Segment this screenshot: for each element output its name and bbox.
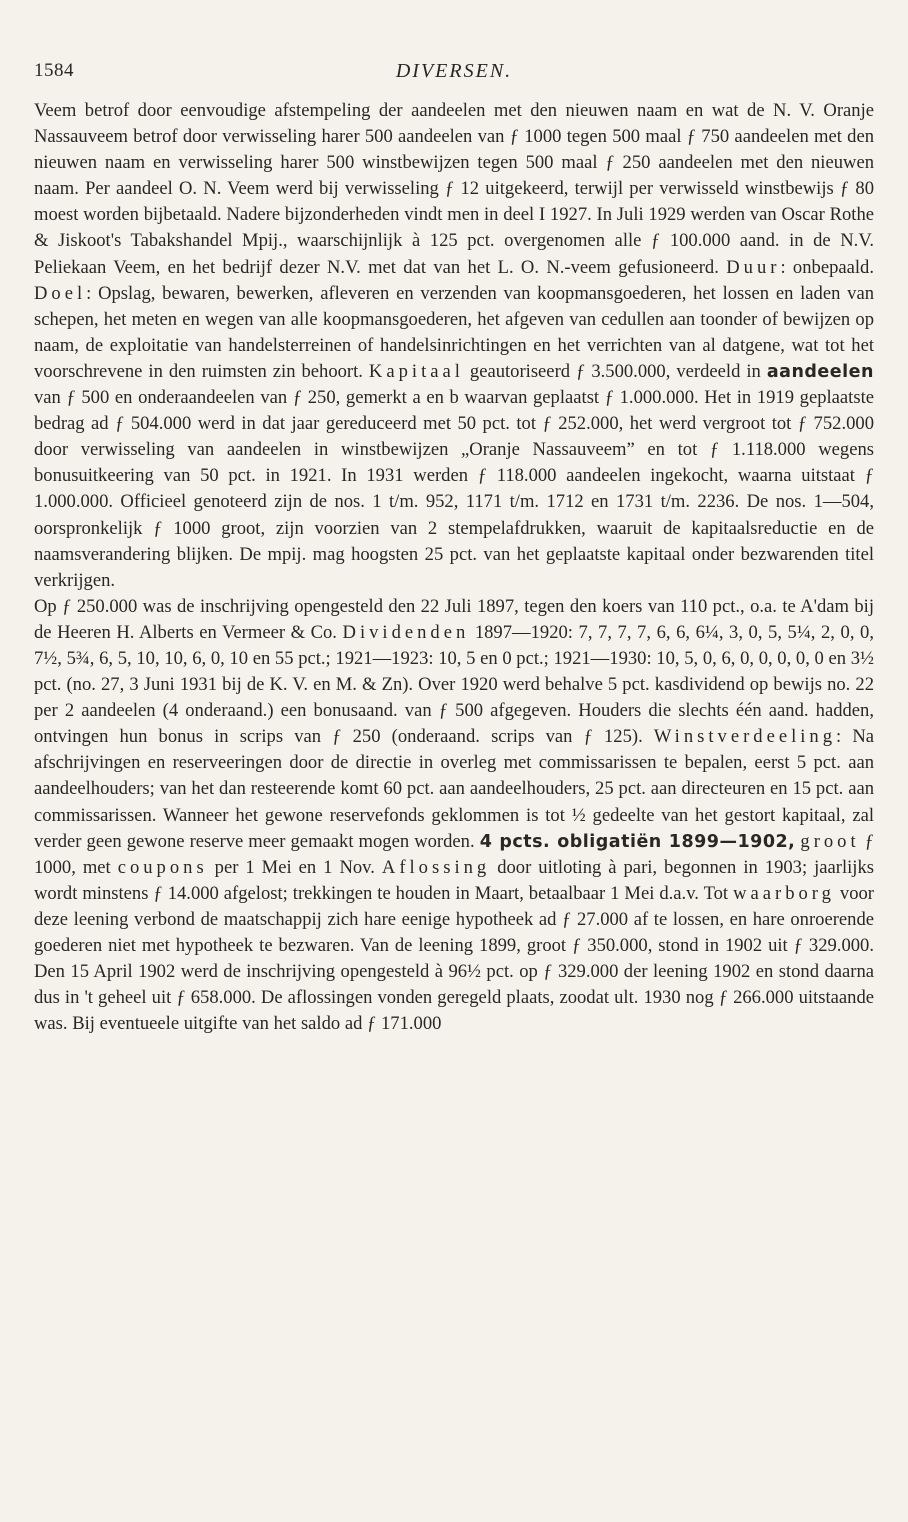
text-run: van ƒ 500 en onderaandeelen van ƒ 250, gemerkt a en b waarvan geplaatst ƒ 1.000.000. Het in 1919 geplaatste bedrag ad ƒ 504.000 werd in dat jaar gereduceerd met 50 pct. tot ƒ 252.000, het werd vergroot tot ƒ 752.000 door verwisseling van aandeelen in winstbewijzen „Oranje Nassauveem” en tot ƒ 1.118.000 wegens bonusuitkeering van 50 pct. in 1921. In 1931 werden ƒ 118.000 aandeelen ingekocht, waarna uitstaat ƒ 1.000.000. Officieel genoteerd zijn de nos. 1 t/m. 952, 1171 t/m. 1712 en 1731 t/m. 2236. De nos. 1—504, oorspronkelijk ƒ 1000 groot, zijn voorzien van 2 stempelafdrukken, waaruit de kapitaalsreductie en de naamsverandering blijken. De mpij. mag hoogsten 25 pct. van het geplaatste kapitaal onder bezwarenden titel verkrijgen. — [34, 387, 874, 591]
heading-obligatien: 4 pcts. obligatiën 1899—1902, — [479, 831, 796, 852]
section-label-aflossing: Aflossing — [381, 856, 491, 878]
section-label-waarborg: waarborg — [733, 882, 835, 904]
text-run: 1897—1920: 7, 7, 7, 7, 6, 6, 6¼, 3, 0, 5, 5¼, 2, 0, 0, 7½, 5¾, 6, 5, 10, 10, 6, 0, 10 en 55 pct.; 1921—1923: 10, 5 en 0 pct.; 1921—1930: 10, 5, 0, 6, 0, 0, 0, 0, 0 en 3½ pct. (no. 27, 3 Juni 1931 bij de K. V. en M. & Zn). Over 1920 werd behalve 5 pct. kasdividend op bewijs no. 22 per 2 aandeelen (4 onderaand.) een bonusaand. van ƒ 500 afgegeven. Houders die slechts één aand. hadden, ontvingen hun bonus in scrips van ƒ 250 (onderaand. scrips van ƒ 125). — [34, 621, 874, 748]
paragraph-subscription — [34, 594, 874, 1038]
text-run: Op ƒ 250.000 was de inschrijving opengesteld den 22 Juli 1897, tegen den koers van 110 pct., o.a. te A'dam bij de Heeren H. Alberts en Vermeer & Co. — [34, 595, 874, 643]
text-run: voor deze leening verbond de maatschappij zich hare eenige hypotheek ad ƒ 27.000 af te lossen, en hare onroerende goederen niet met hypotheek te bezwaren. Van de leening 1899, groot ƒ 350.000, stond in 1902 uit ƒ 329.000. Den 15 April 1902 werd de inschrijving opengesteld à 96½ pct. op ƒ 329.000 der leening 1902 en stond daarna dus in 't geheel uit ƒ 658.000. De aflossingen vonden geregeld plaats, zoodat ult. 1930 nog ƒ 266.000 uitstaande was. Bij eventueele uitgifte van het saldo ad ƒ 171.000 — [34, 882, 874, 1035]
page-number: 1584 — [34, 60, 74, 81]
heading-aandeelen: aandeelen — [766, 361, 874, 382]
section-label-doel: Doel — [34, 282, 87, 304]
text-run: ƒ 1000, met — [34, 830, 874, 878]
page-header — [34, 58, 874, 98]
text-run: door uitloting à pari, begonnen in 1903; jaarlijks wordt minstens ƒ 14.000 afgelost; trekkingen te houden in Maart, betaalbaar 1 Mei d.a.v. Tot — [34, 856, 875, 904]
section-label-kapitaal: Kapitaal — [368, 360, 464, 382]
section-label-coupons: coupons — [117, 856, 208, 878]
text-run: Veem betrof door eenvoudige afstempeling der aandeelen met den nieuwen naam en wat de N. V. Oranje Nassauveem betrof door verwisseling harer 500 aandeelen van ƒ 1000 tegen 500 maal ƒ 750 aandeelen met den nieuwen naam en verwisseling harer 500 winstbewijzen tegen 500 maal ƒ 250 aandeelen met den nieuwen naam. Per aandeel O. N. Veem werd bij verwisseling ƒ 12 uitgekeerd, terwijl per verwisseld winstbewijs ƒ 80 moest worden bijbetaald. Nadere bijzonderheden vindt men in deel I 1927. In Juli 1929 werden van Oscar Rothe & Jiskoot's Tabakshandel Mpij., waarschijnlijk à 125 pct. overgenomen alle ƒ 100.000 aand. in de N.V. Peliekaan Veem, en het bedrijf dezer N.V. met dat van het L. O. N.-veem gefusioneerd. — [34, 100, 874, 278]
text-run: : Na afschrijvingen en reserveeringen door de directie in overleg met commissarissen te bepalen, eerst 5 pct. aan aandeelhouders; van het dan resteerende komt 60 pct. aan aandeelhouders, 25 pct. aan directeuren en 15 pct. aan commissarissen. Wanneer het gewone reservefonds geklommen is tot ½ gedeelte van het gestort kapitaal, zal verder geen gewone reserve meer gemaakt mogen worden. — [34, 726, 874, 852]
section-label-groot: groot — [800, 830, 860, 852]
section-label-dividenden: Dividenden — [342, 621, 470, 643]
text-run: geautoriseerd ƒ 3.500.000, verdeeld in — [463, 360, 767, 382]
text-run: : Opslag, bewaren, bewerken, afleveren en verzenden van koopmansgoederen, het lossen en laden van schepen, het meten en wegen van alle koopmansgoederen, het afgeven van cedullen aan toonder of bewijzen op naam, de exploitatie van handelsterreinen of handelsinrichtingen en het verrichten van al datgene, wat tot het voorschrevene in den ruimsten zin behoort. — [34, 282, 874, 382]
text-run: : onbepaald. — [780, 256, 874, 278]
paragraph-company-details — [34, 98, 874, 594]
running-title: DIVERSEN. — [395, 60, 513, 82]
section-label-duur: Duur — [726, 256, 781, 278]
section-label-winstverdeeling: Winstverdeeling — [653, 726, 837, 748]
text-run: per 1 Mei en 1 Nov. — [207, 856, 382, 878]
body-text — [34, 98, 874, 1037]
